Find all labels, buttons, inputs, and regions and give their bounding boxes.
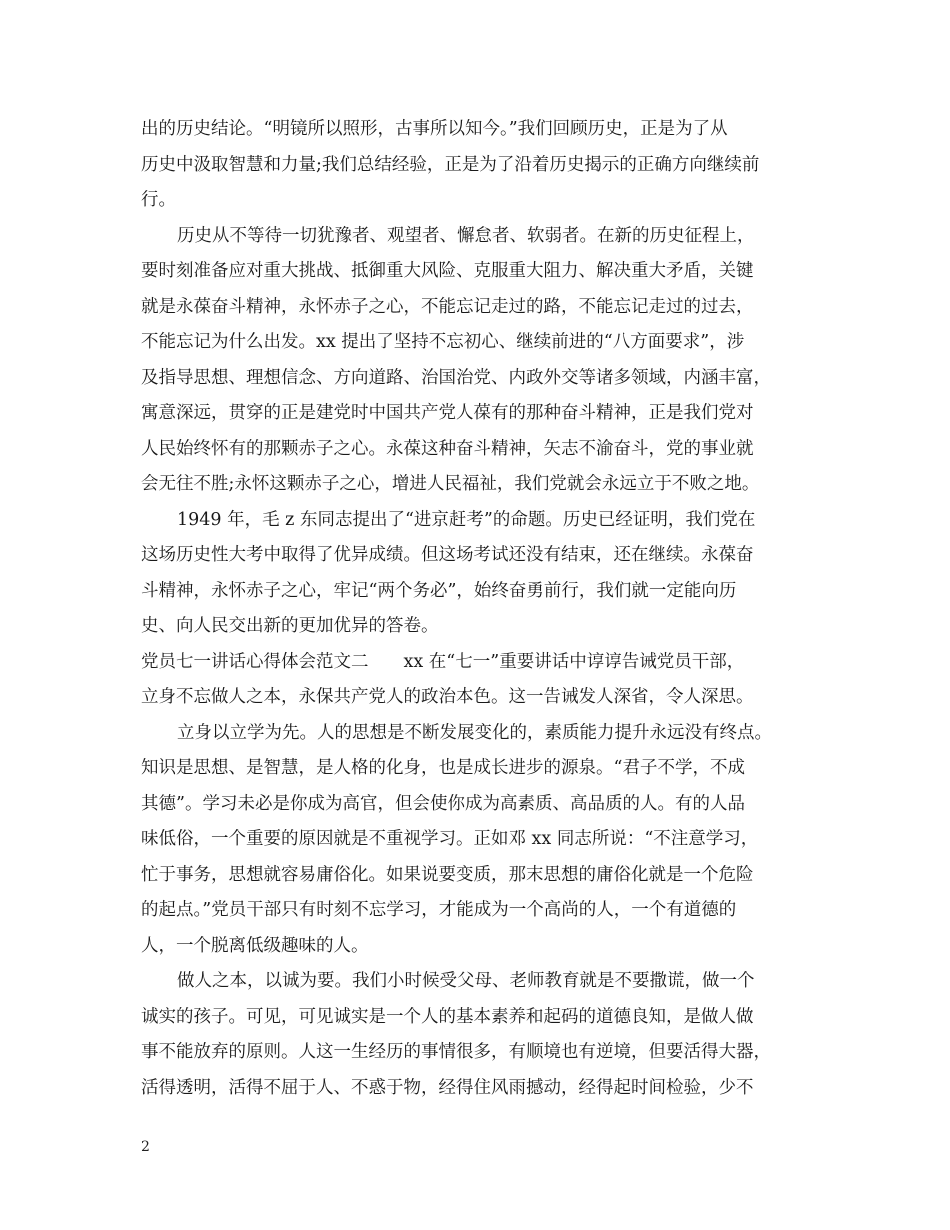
text-line [0, 1035, 950, 1071]
text-line [0, 964, 950, 1000]
text-line [0, 148, 950, 184]
text-line [0, 432, 950, 468]
text-line-content: 人，一个脱离低级趣味的人。 [141, 935, 369, 956]
text-line-content: 要时刻准备应对重大挑战、抵御重大风险、克服重大阻力、解决重大矛盾，关键 [141, 261, 754, 281]
body-text [0, 112, 950, 1106]
text-line [0, 1071, 950, 1107]
text-line [0, 183, 950, 219]
text-line [0, 929, 950, 965]
text-line-content: 行。 [141, 190, 176, 210]
text-line [0, 716, 950, 752]
text-line [0, 396, 950, 432]
text-line-content: 诚实的孩子。可见，可见诚实是一个人的基本素养和起码的道德良知，是做人做 [141, 1006, 754, 1027]
text-line-content: 活得透明，活得不屈于人、不惑于物，经得住风雨撼动，经得起时间检验，少不 [141, 1077, 754, 1098]
text-line [0, 290, 950, 326]
text-line-content: 史、向人民交出新的更加优异的答卷。 [141, 616, 439, 636]
text-line-content: 人民始终怀有的那颗赤子之心。永葆这种奋斗精神，矢志不渝奋斗，党的事业就 [141, 438, 754, 459]
text-line-content: 1949 年，毛 z 东同志提出了“进京赶考”的命题。历史已经证明，我们党在 [177, 509, 756, 530]
text-line-content: 党员七一讲话心得体会范文二 xx 在“七一”重要讲话中谆谆告诫党员干部， [141, 651, 745, 672]
text-line [0, 219, 950, 255]
text-line-content: 及指导思想、理想信念、方向道路、治国治党、内政外交等诸多领域，内涵丰富， [141, 367, 771, 388]
text-line [0, 361, 950, 397]
text-line-content: 立身以立学为先。人的思想是不断发展变化的，素质能力提升永远没有终点。 [177, 722, 772, 743]
text-line [0, 645, 950, 681]
text-line-content: 立身不忘做人之本，永保共产党人的政治本色。这一告诫发人深省，令人深思。 [141, 687, 754, 707]
text-line [0, 574, 950, 610]
text-line [0, 751, 950, 787]
text-line-content: 做人之本，以诚为要。我们小时候受父母、老师教育就是不要撒谎，做一个 [177, 971, 755, 991]
text-line [0, 858, 950, 894]
text-line [0, 325, 950, 361]
text-line-content: 忙于事务，思想就容易庸俗化。如果说要变质，那末思想的庸俗化就是一个危险 [141, 864, 754, 885]
text-line [0, 538, 950, 574]
text-line [0, 822, 950, 858]
text-line-content: 就是永葆奋斗精神，永怀赤子之心，不能忘记走过的路，不能忘记走过的过去， [141, 296, 754, 317]
text-line-content: 味低俗，一个重要的原因就是不重视学习。正如邓 xx 同志所说：“不注意学习， [141, 829, 759, 849]
page-number: 2 [141, 1139, 150, 1155]
text-line [0, 680, 950, 716]
text-line-content: 的起点。”党员干部只有时刻不忘学习，才能成为一个高尚的人，一个有道德的 [141, 900, 737, 920]
text-line [0, 467, 950, 503]
text-line-content: 出的历史结论。“明镜所以照形，古事所以知今。”我们回顾历史，正是为了从 [141, 119, 728, 139]
text-line [0, 609, 950, 645]
text-line-content: 寓意深远，贯穿的正是建党时中国共产党人葆有的那种奋斗精神，正是我们党对 [141, 403, 754, 423]
text-line [0, 112, 950, 148]
text-line [0, 1000, 950, 1036]
text-line [0, 503, 950, 539]
text-line-content: 会无往不胜;永怀这颗赤子之心，增进人民福祉，我们党就会永远立于不败之地。 [141, 474, 760, 494]
text-line [0, 893, 950, 929]
text-line [0, 254, 950, 290]
text-line-content: 历史从不等待一切犹豫者、观望者、懈怠者、软弱者。在新的历史征程上， [177, 225, 755, 246]
text-line-content: 事不能放弃的原则。人这一生经历的事情很多，有顺境也有逆境，但要活得大器， [141, 1042, 771, 1062]
text-line-content: 历史中汲取智慧和力量;我们总结经验，正是为了沿着历史揭示的正确方向继续前 [141, 154, 760, 175]
text-line [0, 787, 950, 823]
text-line-content: 知识是思想、是智慧，是人格的化身，也是成长进步的源泉。“君子不学，不成 [141, 758, 745, 778]
text-line-content: 不能忘记为什么出发。xx 提出了坚持不忘初心、继续前进的“八方面要求”，涉 [141, 332, 745, 352]
text-line-content: 斗精神，永怀赤子之心，牢记“两个务必”，始终奋勇前行，我们就一定能向历 [141, 580, 737, 601]
text-line-content: 这场历史性大考中取得了优异成绩。但这场考试还没有结束，还在继续。永葆奋 [141, 545, 754, 565]
text-line-content: 其德”。学习未必是你成为高官，但会使你成为高素质、高品质的人。有的人品 [141, 793, 745, 814]
